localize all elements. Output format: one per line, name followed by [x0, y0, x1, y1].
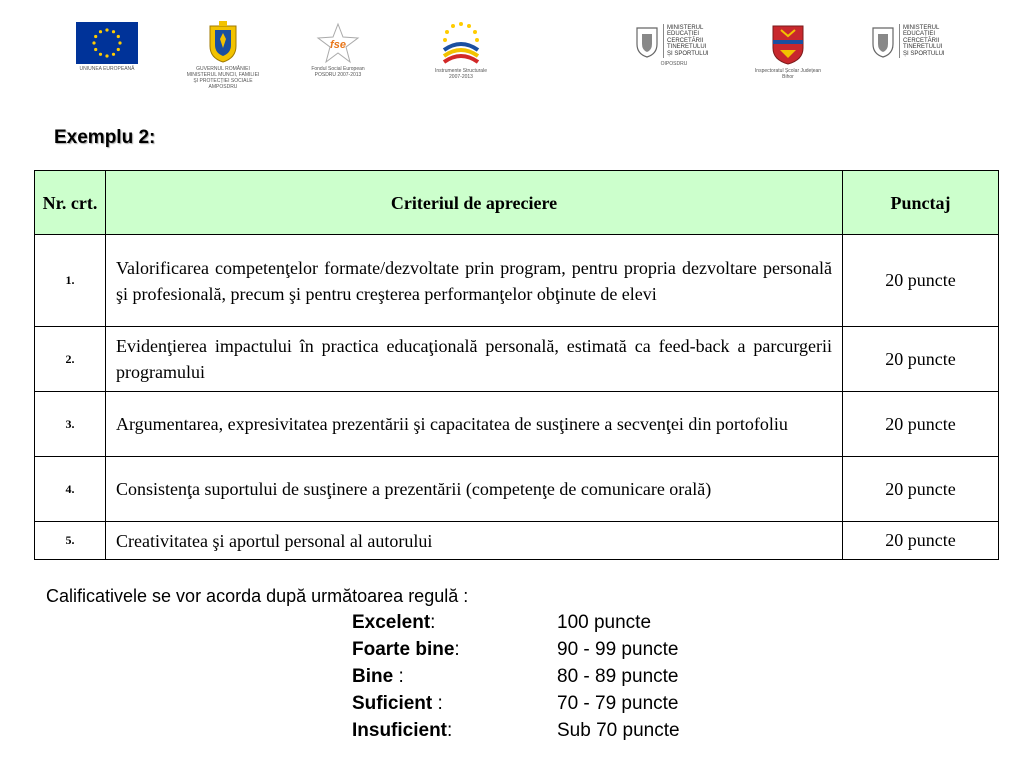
- table-row: [35, 235, 999, 327]
- eu-caption: UNIUNEA EUROPEANĂ: [79, 66, 135, 72]
- gov-caption-line: MINISTERUL MUNCII, FAMILIEI: [186, 72, 260, 78]
- row-criterion: Argumentarea, expresivitatea prezentării şi capacitatea de susţinere a secvenţei din portofoliu: [106, 392, 843, 457]
- eu-flag-icon: [76, 22, 138, 64]
- grade-range: Sub 70 puncte: [557, 720, 680, 741]
- isj-caption-line: Inspectoratul Școlar Județean: [754, 68, 822, 74]
- grade-label: [352, 639, 460, 661]
- ministry-text-line: MINISTERUL: [903, 24, 940, 31]
- header-nr: Nr. crt.: [35, 171, 106, 235]
- structural-instruments-logo: [428, 20, 494, 80]
- gov-caption-line: AMPOSDRU: [208, 84, 238, 90]
- oiposdru-caption: OIPOSDRU: [660, 61, 688, 67]
- government-logo: [183, 20, 263, 90]
- row-number: 1.: [35, 235, 106, 327]
- grade-separator: :: [430, 612, 436, 633]
- ministry-text-line: MINISTERUL: [667, 24, 704, 31]
- isj-crest-icon: [768, 22, 808, 66]
- eu-logo: [74, 22, 140, 72]
- grade-range: 70 - 79 puncte: [557, 693, 679, 714]
- grade-range: 80 - 89 puncte: [557, 666, 679, 687]
- isj-caption-line: Bihor: [782, 74, 794, 80]
- instr-caption-line: 2007-2013: [449, 74, 473, 80]
- ministry-text-line: CERCETĂRII: [903, 37, 940, 44]
- row-criterion: Creativitatea şi aportul personal al autorului: [106, 522, 843, 560]
- row-points: 20 puncte: [843, 327, 999, 392]
- ministry-text-line: EDUCAȚIEI: [903, 31, 936, 38]
- criteria-table: [34, 170, 999, 560]
- table-row: [35, 457, 999, 522]
- row-criterion: Valorificarea competenţelor formate/dezvoltate prin program, pentru propria dezvoltare personală şi profesională, precum şi pentru creşterea performanţelor obţinute de elevi: [106, 235, 843, 327]
- structural-instruments-caption: [435, 68, 487, 80]
- fse-mark: fse: [330, 39, 346, 51]
- row-points: 20 puncte: [843, 235, 999, 327]
- grade-name: Insuficient: [352, 720, 448, 741]
- structural-instruments-icon: [436, 20, 486, 66]
- header-punctaj: Punctaj: [843, 171, 999, 235]
- isj-bihor-logo: [748, 22, 828, 80]
- grade-name: Excelent: [352, 612, 431, 633]
- grade-separator: :: [432, 693, 443, 714]
- grade-separator: :: [454, 639, 460, 660]
- fse-star-icon: [315, 22, 361, 64]
- row-number: 3.: [35, 392, 106, 457]
- ministry-text: [667, 25, 709, 58]
- instr-caption-line: Instrumente Structurale: [435, 68, 487, 74]
- grade-label: [352, 612, 435, 634]
- grade-separator: :: [447, 720, 453, 741]
- ministry-text-line: ȘI SPORTULUI: [667, 50, 709, 57]
- row-points: 20 puncte: [843, 392, 999, 457]
- row-number: 2.: [35, 327, 106, 392]
- grade-label: [352, 666, 404, 688]
- fse-caption: [311, 66, 364, 78]
- table-row: [35, 327, 999, 392]
- ministry-logo-oiposdru: [634, 24, 714, 67]
- example-heading: Exemplu 2:: [54, 127, 156, 148]
- fse-caption-line: POSDRU 2007-2013: [314, 72, 362, 78]
- ministry-text-line: TINERETULUI: [903, 44, 943, 51]
- grade-range: 90 - 99 puncte: [557, 639, 679, 660]
- grade-name: Bine: [352, 666, 394, 687]
- table-row: [35, 522, 999, 560]
- government-caption: [187, 66, 260, 90]
- gov-caption-line: ȘI PROTECȚIEI SOCIALE: [193, 78, 253, 84]
- isj-caption: [755, 68, 821, 80]
- grade-name: Foarte bine: [352, 639, 455, 660]
- row-criterion: Evidenţierea impactului în practica educaţională personală, estimată ca feed-back a parcurgerii programului: [106, 327, 843, 392]
- header-criteriu: Criteriul de apreciere: [106, 171, 843, 235]
- ministry-crest-icon: [634, 24, 660, 58]
- row-number: 5.: [35, 522, 106, 560]
- ministry-text-line: TINERETULUI: [667, 44, 707, 51]
- ministry-crest-icon: [870, 24, 896, 58]
- ministry-text-line: CERCETĂRII: [667, 37, 704, 44]
- row-points: 20 puncte: [843, 457, 999, 522]
- row-number: 4.: [35, 457, 106, 522]
- ministry-logo: [870, 24, 950, 58]
- grading-rule-intro: Calificativele se vor acorda după următoarea regulă :: [46, 586, 469, 606]
- grade-name: Suficient: [352, 693, 433, 714]
- row-points: 20 puncte: [843, 522, 999, 560]
- gov-caption-line: GUVERNUL ROMÂNIEI: [196, 66, 250, 72]
- grade-label: [352, 693, 443, 715]
- romania-coat-of-arms-icon: [206, 20, 240, 64]
- ministry-text-line: EDUCAȚIEI: [667, 31, 700, 38]
- fse-caption-line: Fondul Social European: [311, 66, 365, 72]
- ministry-text-line: ȘI SPORTULUI: [903, 50, 945, 57]
- ministry-text: [903, 25, 945, 58]
- row-criterion: Consistenţa suportului de susţinere a prezentării (competenţe de comunicare orală): [106, 457, 843, 522]
- table-row: [35, 392, 999, 457]
- fse-logo: [306, 22, 370, 78]
- table-header-row: [35, 171, 999, 235]
- grade-range: 100 puncte: [557, 612, 652, 633]
- grade-separator: :: [393, 666, 404, 687]
- grade-label: [352, 720, 452, 742]
